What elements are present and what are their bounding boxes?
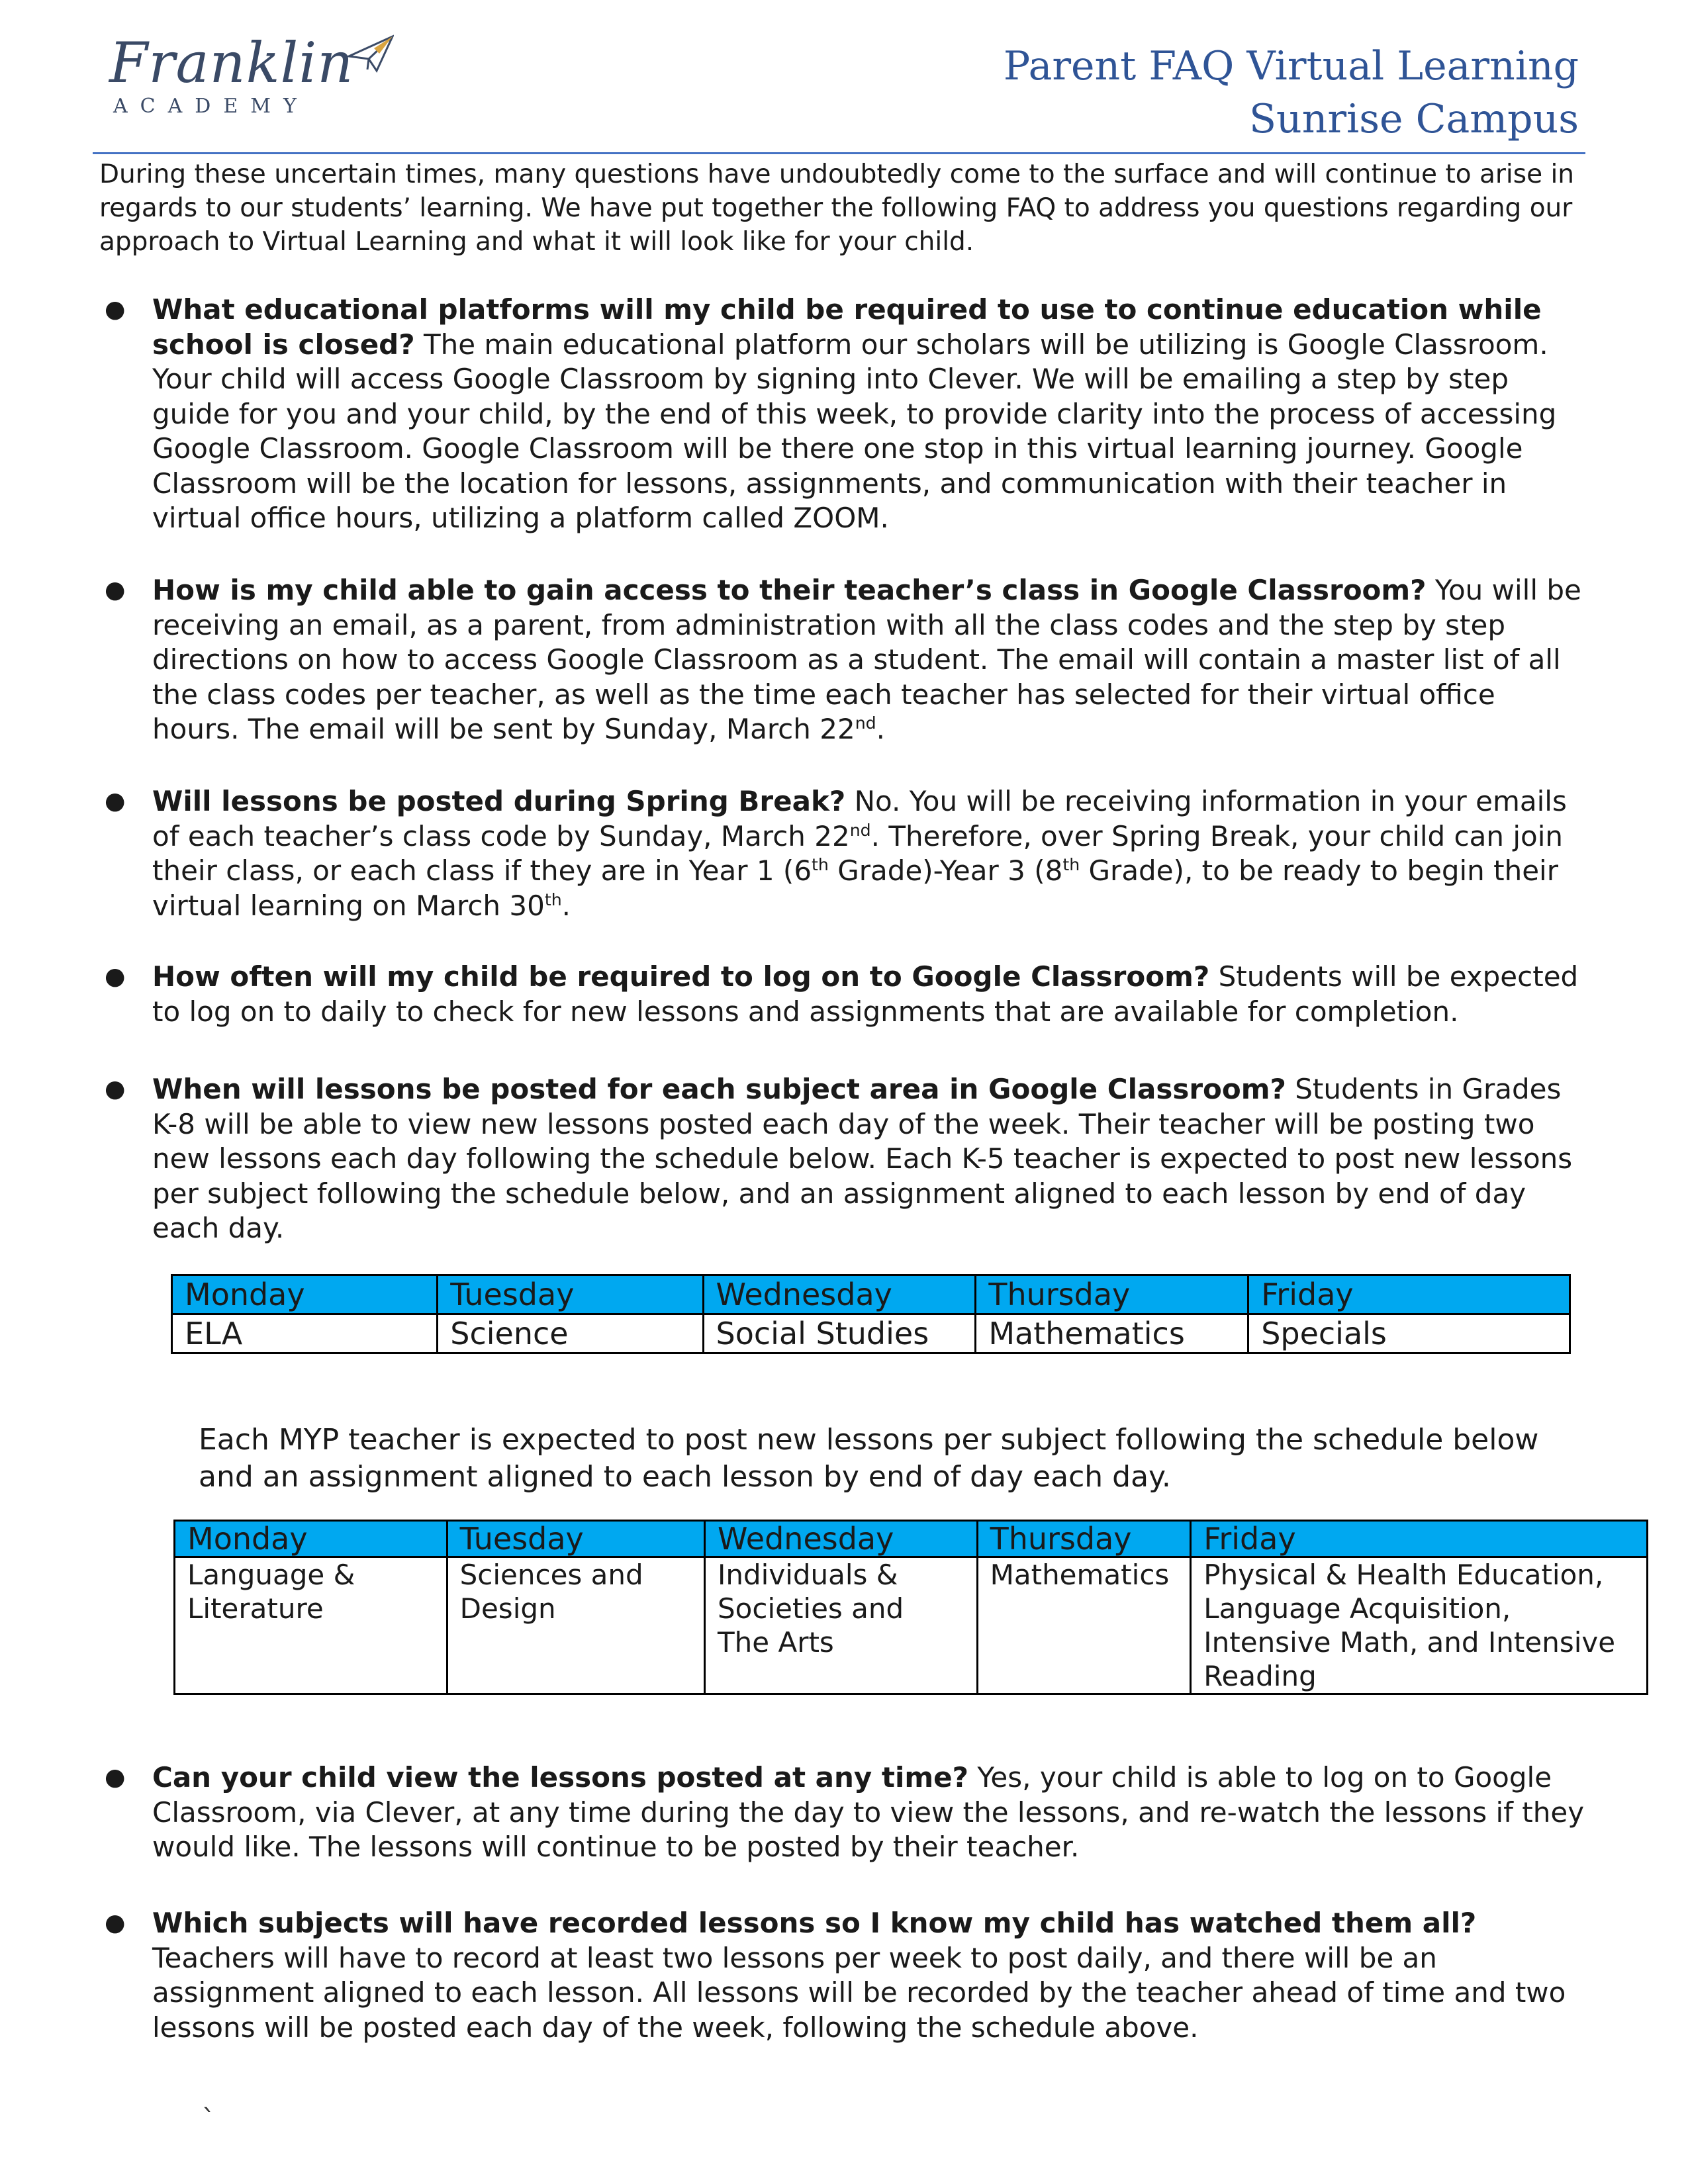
table-header-cell: Friday [1248,1275,1570,1314]
table-cell: Mathematics [976,1314,1248,1353]
table-header-row [172,1275,1570,1314]
faq-question: How often will my child be required to log on to Google Classroom? [152,960,1210,993]
table-header-cell: Tuesday [447,1521,704,1557]
faq-item [105,960,1589,1029]
table-row [172,1314,1570,1353]
faq-answer-end: . [876,713,886,745]
table-header-cell: Wednesday [705,1521,978,1557]
faq-item [105,1906,1589,2045]
faq-answer: . Therefore, over Spring Break, your child can join their class, or each class if they are in Year 1 (6 [152,819,1563,887]
faq-answer: Grade)-Year 3 (8 [828,854,1063,887]
faq-answer: . [561,889,571,922]
header-divider [93,152,1585,154]
faq-question: When will lessons be posted for each subject area in Google Classroom? [152,1073,1286,1105]
title-line-2: Sunrise Campus [1248,96,1579,142]
ordinal-suffix: th [1062,855,1080,874]
faq-answer: Teachers will have to record at least two lessons per week to post daily, and there will be an assignment aligned to each lesson. All lessons will be recorded by the teacher ahead of time and two lessons will be posted each day of the week, following the schedule above. [152,1941,1566,2044]
ordinal-suffix: nd [849,820,871,840]
table-header-cell: Thursday [977,1521,1191,1557]
table-cell: ELA [172,1314,438,1353]
faq-item [105,1760,1589,1865]
table-header-cell: Friday [1191,1521,1648,1557]
bullet-icon: ● [105,963,126,990]
table-cell: Sciences and Design [447,1557,704,1694]
faq-item [105,784,1589,923]
table-cell: Social Studies [703,1314,976,1353]
table-cell: Specials [1248,1314,1570,1353]
faq-answer: Grade), to be ready to begin their virtual learning on March 30 [152,854,1558,922]
table-cell: Science [438,1314,703,1353]
table-header-cell: Tuesday [438,1275,703,1314]
faq-question: Which subjects will have recorded lessons so I know my child has watched them all? [152,1907,1477,1939]
bullet-icon: ● [105,1909,126,1936]
faq-question: Will lessons be posted during Spring Break? [152,785,846,817]
franklin-academy-logo [109,30,387,119]
document-title [1004,40,1579,146]
faq-item [105,573,1589,747]
intro-paragraph: During these uncertain times, many questions have undoubtedly come to the surface and will continue to arise in regards to our students’ learning. We have put together the following FAQ to address you questions regarding our approach to Virtual Learning and what it will look like for your child. [99,159,1575,257]
table-cell: Physical & Health Education, Language Acquisition, Intensive Math, and Intensive Reading [1191,1557,1648,1694]
table-header-cell: Thursday [976,1275,1248,1314]
faq-answer: Students in Grades K-8 will be able to view new lessons posted each day of the week. Their teacher will be posting two new lessons each day following the schedule below. Each K-5 teacher is expected to post new lessons per subject following the schedule below, and an assignment aligned to each lesson by end of day each day. [152,1073,1573,1244]
table-header-cell: Monday [172,1275,438,1314]
ordinal-suffix: nd [855,713,876,733]
table-cell: Language & Literature [175,1557,447,1694]
bullet-icon: ● [105,1075,126,1103]
table-cell: Individuals & Societies and The Arts [705,1557,978,1694]
bullet-icon: ● [105,788,126,815]
myp-paragraph: Each MYP teacher is expected to post new lessons per subject following the schedule below and an assignment aligned to each lesson by end of day each day. [199,1423,1539,1494]
k5-schedule-table [171,1274,1571,1354]
bullet-icon: ● [105,1764,126,1791]
faq-answer: Students will be expected to log on to daily to check for new lessons and assignments that are available for completion. [152,960,1579,1028]
faq-question: What educational platforms will my child be required to use to continue education while school is closed? [152,293,1542,361]
stray-mark: ` [202,2105,215,2135]
faq-question: Can your child view the lessons posted at any time? [152,1761,968,1794]
faq-question: How is my child able to gain access to their teacher’s class in Google Classroom? [152,574,1427,606]
table-row [175,1557,1648,1694]
faq-answer: You will be receiving an email, as a parent, from administration with all the class codes and the step by step directions on how to access Google Classroom as a student. The email will contain a master list of all the class codes per teacher, as well as the time each teacher has selected for their virtual office hours. The email will be sent by Sunday, March 22 [152,574,1581,745]
bullet-icon: ● [105,576,126,604]
title-line-1: Parent FAQ Virtual Learning [1003,43,1579,89]
logo-subtitle: ACADEMY [113,95,309,118]
table-header-row [175,1521,1648,1557]
faq-answer: The main educational platform our scholars will be utilizing is Google Classroom. Your child will access Google Classroom by signing into Clever. We will be emailing a step by step guide for you and your child, by the end of this week, to provide clarity into the process of accessing Google Classroom. Google Classroom will be there one stop in this virtual learning journey. Google Classroom will be the location for lessons, assignments, and communication with their teacher in virtual office hours, utilizing a platform called ZOOM. [152,328,1557,534]
myp-schedule-table [173,1520,1648,1695]
table-header-cell: Wednesday [703,1275,976,1314]
faq-item [105,293,1589,536]
bullet-icon: ● [105,296,126,323]
paper-plane-icon [348,34,394,73]
faq-answer: Yes, your child is able to log on to Google Classroom, via Clever, at any time during the day to view the lessons, and re-watch the lessons if they would like. The lessons will continue to be posted by their teacher. [152,1761,1585,1863]
logo-wordmark: Franklin [109,30,354,95]
ordinal-suffix: th [812,855,829,874]
faq-item [105,1072,1589,1246]
ordinal-suffix: th [544,889,562,909]
table-cell: Mathematics [977,1557,1191,1694]
faq-answer: No. You will be receiving information in your emails of each teacher’s class code by Sunday, March 22 [152,785,1567,852]
table-header-cell: Monday [175,1521,447,1557]
